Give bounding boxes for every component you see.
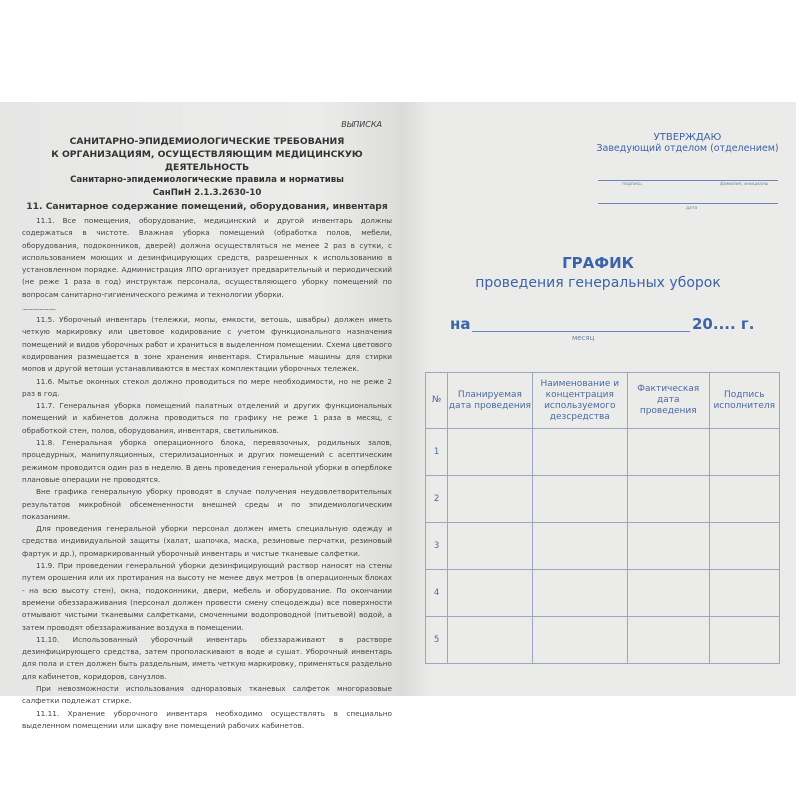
- doc-title-line1: САНИТАРНО-ЭПИДЕМИОЛОГИЧЕСКИЕ ТРЕБОВАНИЯ: [69, 136, 345, 147]
- column-header: Подпись исполнителя: [709, 373, 779, 429]
- schedule-table: [425, 372, 780, 664]
- table-cell[interactable]: [448, 570, 533, 617]
- caption-month: месяц: [572, 334, 595, 342]
- table-cell[interactable]: [709, 429, 779, 476]
- table-row: [426, 476, 780, 523]
- table-cell[interactable]: [709, 523, 779, 570]
- table-cell[interactable]: [532, 429, 627, 476]
- schedule-title: ГРАФИК: [562, 254, 634, 272]
- paragraph: 11.1. Все помещения, оборудование, медицинский и другой инвентарь должны содержаться в чистоте. Влажная уборка помещений (обработка полов, мебели, оборудования, подоконников, дверей) должна осуществляться не менее 2 раз в сутки, с использованием моющих и дезинфицирующих средств, разрешенных к использованию в установленном порядке. Администрация ЛПО организует предварительный и периодический (не реже 1 раза в год) инструктаж персонала, осуществляющего уборку помещений по вопросам санитарно-гигиенического режима и технологии уборки.: [22, 216, 392, 299]
- column-header: Планируемая дата проведения: [448, 373, 533, 429]
- caption-date: дата: [686, 206, 698, 211]
- table-cell[interactable]: [532, 476, 627, 523]
- paragraph: При невозможности использования одноразовых тканевых салфеток многоразовые салфетки подлежат стирке.: [22, 683, 392, 706]
- paragraph: 11.9. При проведении генеральной уборки дезинфицирующий раствор наносят на стены путем орошения или их протирания на высоту не менее двух метров (в операционных блоках - на всю высоту стен), окна, подоконники, двери, мебель и оборудование. По окончании времени обеззараживания (персонал должен провести смену спецодежды) все поверхности отмывают чистыми тканевыми салфетками, смоченными водопроводной (питьевой) водой, а затем проводят обеззараживание воздуха в помещении.: [22, 561, 392, 632]
- approver-title: Заведующий отделом (отделением): [596, 143, 779, 154]
- month-line[interactable]: [472, 331, 690, 332]
- table-row: [426, 570, 780, 617]
- paragraph: Вне графика генеральную уборку проводят в случае получения неудовлетворительных результатов микробной обсемененности внешней среды и по эпидемиологическим показаниям.: [22, 487, 392, 521]
- table-row: [426, 617, 780, 664]
- column-header: №: [426, 373, 448, 429]
- table-cell[interactable]: [627, 570, 709, 617]
- table-cell[interactable]: [627, 476, 709, 523]
- section-heading: 11. Санитарное содержание помещений, оборудования, инвентаря: [26, 201, 388, 212]
- table-cell[interactable]: [532, 523, 627, 570]
- approve-label: УТВЕРЖДАЮ: [653, 132, 722, 143]
- table-cell[interactable]: [627, 523, 709, 570]
- table-cell[interactable]: [532, 617, 627, 664]
- column-header: Наименование и концентрация используемого дезсредства: [532, 373, 627, 429]
- approval-block: [590, 132, 785, 154]
- separator: ...........................: [22, 304, 56, 313]
- table-cell[interactable]: [448, 476, 533, 523]
- paragraph: Для проведения генеральной уборки персонал должен иметь специальную одежду и средства индивидуальной защиты (халат, шапочка, маска, резиновые перчатки, резиновый фартук и др.), промаркированный уборочный инвентарь и чистые тканевые салфетки.: [22, 524, 392, 558]
- table-cell[interactable]: [448, 429, 533, 476]
- table-row: [426, 523, 780, 570]
- column-header: Фактическая дата проведения: [627, 373, 709, 429]
- left-page: [0, 102, 400, 730]
- extract-label: ВЫПИСКА: [341, 120, 382, 129]
- row-number: 1: [426, 429, 448, 476]
- row-number: 5: [426, 617, 448, 664]
- row-number: 2: [426, 476, 448, 523]
- paragraph: 11.6. Мытье оконных стекол должно проводиться по мере необходимости, но не реже 2 раз в год.: [22, 376, 392, 398]
- table-cell[interactable]: [627, 429, 709, 476]
- table-cell[interactable]: [627, 617, 709, 664]
- date-line[interactable]: [598, 203, 778, 204]
- na-label: на: [450, 315, 471, 333]
- doc-subtitle: Санитарно-эпидемиологические правила и нормативы: [70, 175, 344, 185]
- table-cell[interactable]: [709, 476, 779, 523]
- row-number: 4: [426, 570, 448, 617]
- table-cell[interactable]: [532, 570, 627, 617]
- year-label: 20.... г.: [692, 315, 755, 333]
- table-cell[interactable]: [709, 570, 779, 617]
- caption-name: фамилия, инициалы: [720, 182, 769, 187]
- table-cell[interactable]: [448, 523, 533, 570]
- paragraph: 11.7. Генеральная уборка помещений палатных отделений и других функциональных помещений и кабинетов должна проводиться по графику не реже 1 раза в месяц, с обработкой стен, полов, оборудования, инвентаря, светильников.: [22, 401, 392, 435]
- caption-signature: подпись: [622, 182, 642, 187]
- paragraph: 11.11. Хранение уборочного инвентаря необходимо осуществлять в специально выделенном помещении или шкафу вне помещений рабочих кабинетов.: [22, 708, 392, 730]
- doc-code: СанПиН 2.1.3.2630-10: [152, 188, 262, 198]
- row-number: 3: [426, 523, 448, 570]
- table-row: [426, 429, 780, 476]
- doc-title-line2: К ОРГАНИЗАЦИЯМ, ОСУЩЕСТВЛЯЮЩИМ МЕДИЦИНСКУЮ ДЕЯТЕЛЬНОСТЬ: [51, 149, 363, 173]
- table-cell[interactable]: [709, 617, 779, 664]
- schedule-subtitle: проведения генеральных уборок: [475, 275, 721, 291]
- table-cell[interactable]: [448, 617, 533, 664]
- paragraph: 11.8. Генеральная уборка операционного блока, перевязочных, родильных залов, процедурных, манипуляционных, стерилизационных и других помещений с асептическим режимом проводится один раз в неделю. В день проведения генеральной уборки в оперблоке плановые операции не проводятся.: [22, 438, 392, 484]
- signature-line[interactable]: [598, 180, 778, 181]
- paragraph: 11.5. Уборочный инвентарь (тележки, мопы, емкости, ветошь, швабры) должен иметь четкую маркировку или цветовое кодирование с учетом функционального назначения помещений и видов уборочных работ и храниться в выделенном помещении. Схема цветового кодирования размещается в зоне хранения инвентаря. Стиральные машины для стирки мопов и другой ветоши устанавливаются в местах комплектации уборочных тележек.: [22, 315, 392, 374]
- right-page: [400, 102, 796, 696]
- paragraph: 11.10. Использованный уборочный инвентарь обеззараживают в растворе дезинфицирующего средства, затем прополаскивают в воде и сушат. Уборочный инвентарь для пола и стен должен быть раздельным, иметь четкую маркировку, применяться раздельно для кабинетов, коридоров, санузлов.: [22, 634, 392, 681]
